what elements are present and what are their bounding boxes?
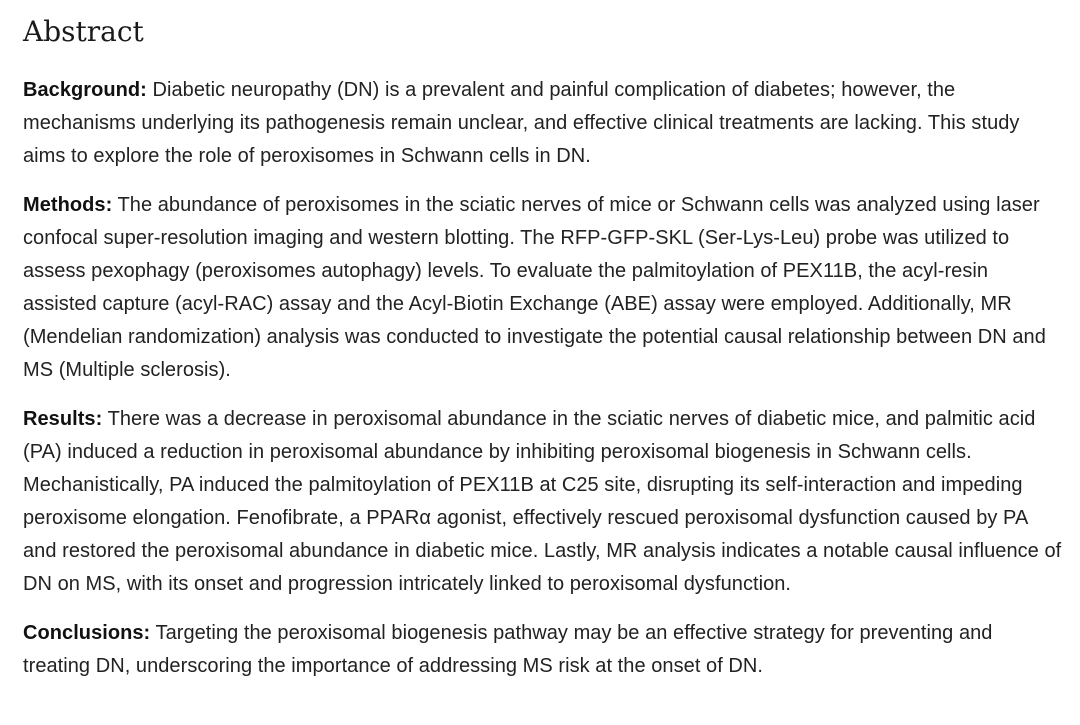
background-paragraph [23, 74, 1063, 173]
abstract-section [23, 10, 1063, 699]
abstract-heading: Abstract [23, 15, 144, 48]
methods-label: Methods: [23, 194, 113, 216]
background-text: Diabetic neuropathy (DN) is a prevalent and painful complication of diabetes; however, the mechanisms underlying its pathogenesis remain unclear, and effective clinical treatments are lacking. This study aims to explore the role of peroxisomes in Schwann cells in DN. [23, 79, 1020, 167]
conclusions-paragraph [23, 617, 1063, 683]
methods-paragraph [23, 189, 1063, 387]
results-label: Results: [23, 408, 103, 430]
background-label: Background: [23, 79, 147, 101]
conclusions-label: Conclusions: [23, 622, 151, 644]
results-paragraph [23, 403, 1063, 601]
methods-text: The abundance of peroxisomes in the sciatic nerves of mice or Schwann cells was analyzed using laser confocal super-resolution imaging and western blotting. The RFP-GFP-SKL (Ser-Lys-Leu) probe was utilized to assess pexophagy (peroxisomes autophagy) levels. To evaluate the palmitoylation of PEX11B, the acyl-resin assisted capture (acyl-RAC) assay and the Acyl-Biotin Exchange (ABE) assay were employed. Additionally, MR (Mendelian randomization) analysis was conducted to investigate the potential causal relationship between DN and MS (Multiple sclerosis). [23, 194, 1046, 381]
conclusions-text: Targeting the peroxisomal biogenesis pathway may be an effective strategy for preventing and treating DN, underscoring the importance of addressing MS risk at the onset of DN. [23, 622, 993, 677]
results-text: There was a decrease in peroxisomal abundance in the sciatic nerves of diabetic mice, and palmitic acid (PA) induced a reduction in peroxisomal abundance by inhibiting peroxisomal biogenesis in Schwann cells. Mechanistically, PA induced the palmitoylation of PEX11B at C25 site, disrupting its self-interaction and impeding peroxisome elongation. Fenofibrate, a PPARα agonist, effectively rescued peroxisomal dysfunction caused by PA and restored the peroxisomal abundance in diabetic mice. Lastly, MR analysis indicates a notable causal influence of DN on MS, with its onset and progression intricately linked to peroxisomal dysfunction. [23, 408, 1062, 595]
